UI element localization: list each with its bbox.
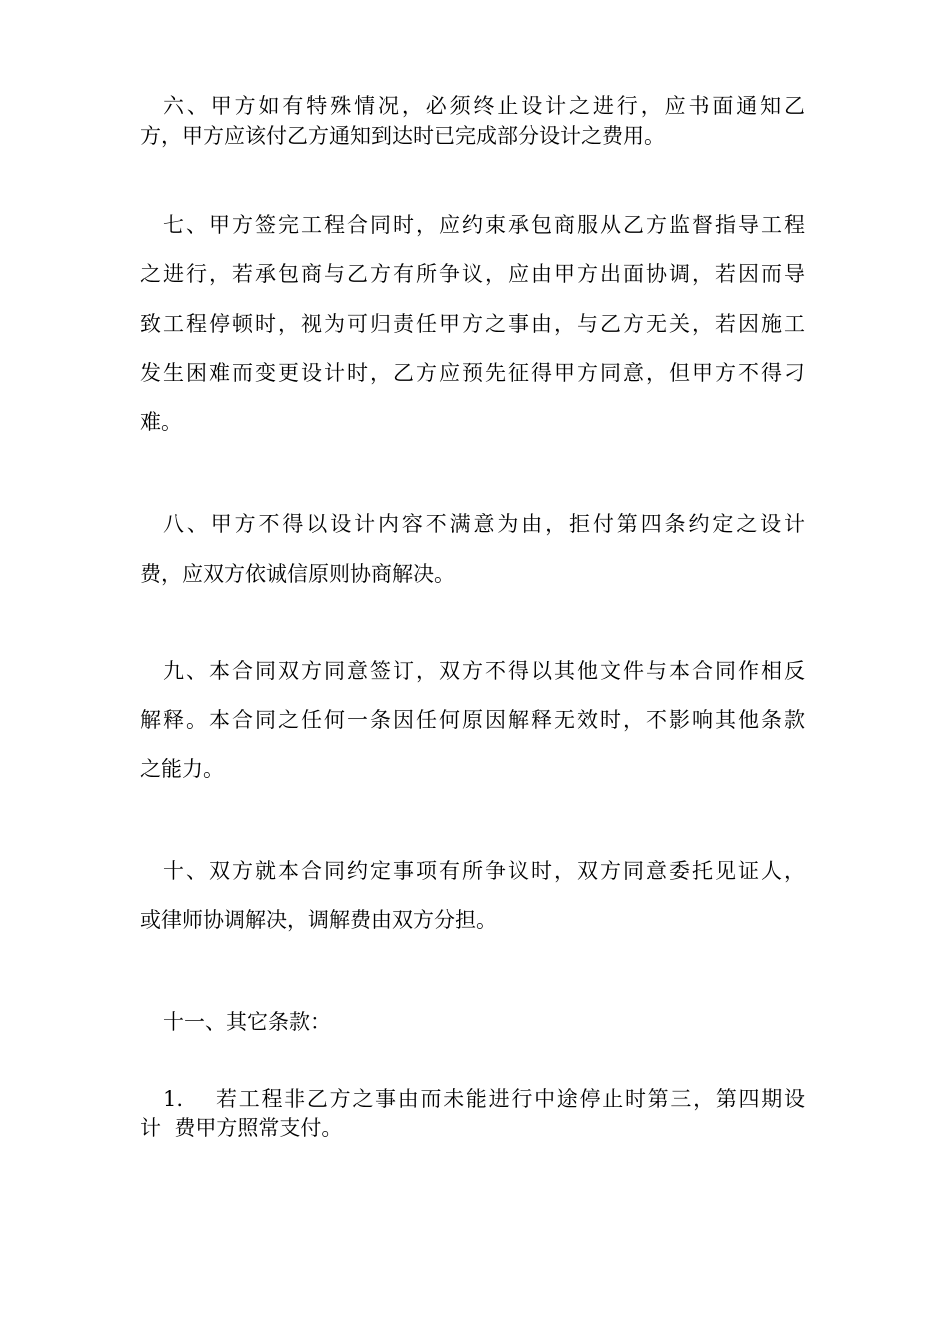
clause-11-item-1-line-2: 计 费甲方照常支付。 — [140, 1116, 343, 1140]
clause-6-line-1: 六、甲方如有特殊情况，必须终止设计之进行，应书面通知乙 — [163, 94, 805, 118]
clause-10-line-2: 或律师协调解决，调解费由双方分担。 — [140, 908, 497, 932]
clause-7-line-1: 七、甲方签完工程合同时，应约束承包商服从乙方监督指导工程 — [163, 213, 805, 237]
clause-7-line-2: 之进行，若承包商与乙方有所争议，应由甲方出面协调，若因而导 — [140, 262, 805, 286]
clause-11-item-1-line-1: 若工程非乙方之事由而未能进行中途停止时第三，第四期设 — [216, 1087, 805, 1111]
clause-7-line-5: 难。 — [140, 410, 182, 434]
clause-11-heading: 十一、其它条款： — [163, 1010, 331, 1034]
clause-7-line-3: 致工程停顿时，视为可归责任甲方之事由，与乙方无关，若因施工 — [140, 312, 805, 336]
clause-8-line-1: 八、甲方不得以设计内容不满意为由，拒付第四条约定之设计 — [163, 512, 805, 536]
clause-10-line-1: 十、双方就本合同约定事项有所争议时，双方同意委托见证人， — [163, 859, 805, 883]
clause-7-line-4: 发生困难而变更设计时，乙方应预先征得甲方同意，但甲方不得刁 — [140, 361, 805, 385]
clause-6-line-2: 方，甲方应该付乙方通知到达时已完成部分设计之费用。 — [140, 124, 665, 148]
clause-8-line-2: 费，应双方依诚信原则协商解决。 — [140, 562, 455, 586]
clause-9-line-1: 九、本合同双方同意签订，双方不得以其他文件与本合同作相反 — [163, 659, 805, 683]
clause-9-line-2: 解释。本合同之任何一条因任何原因解释无效时，不影响其他条款 — [140, 708, 805, 732]
clause-11-item-1-number: 1. — [163, 1087, 184, 1111]
clause-9-line-3: 之能力。 — [140, 757, 224, 781]
